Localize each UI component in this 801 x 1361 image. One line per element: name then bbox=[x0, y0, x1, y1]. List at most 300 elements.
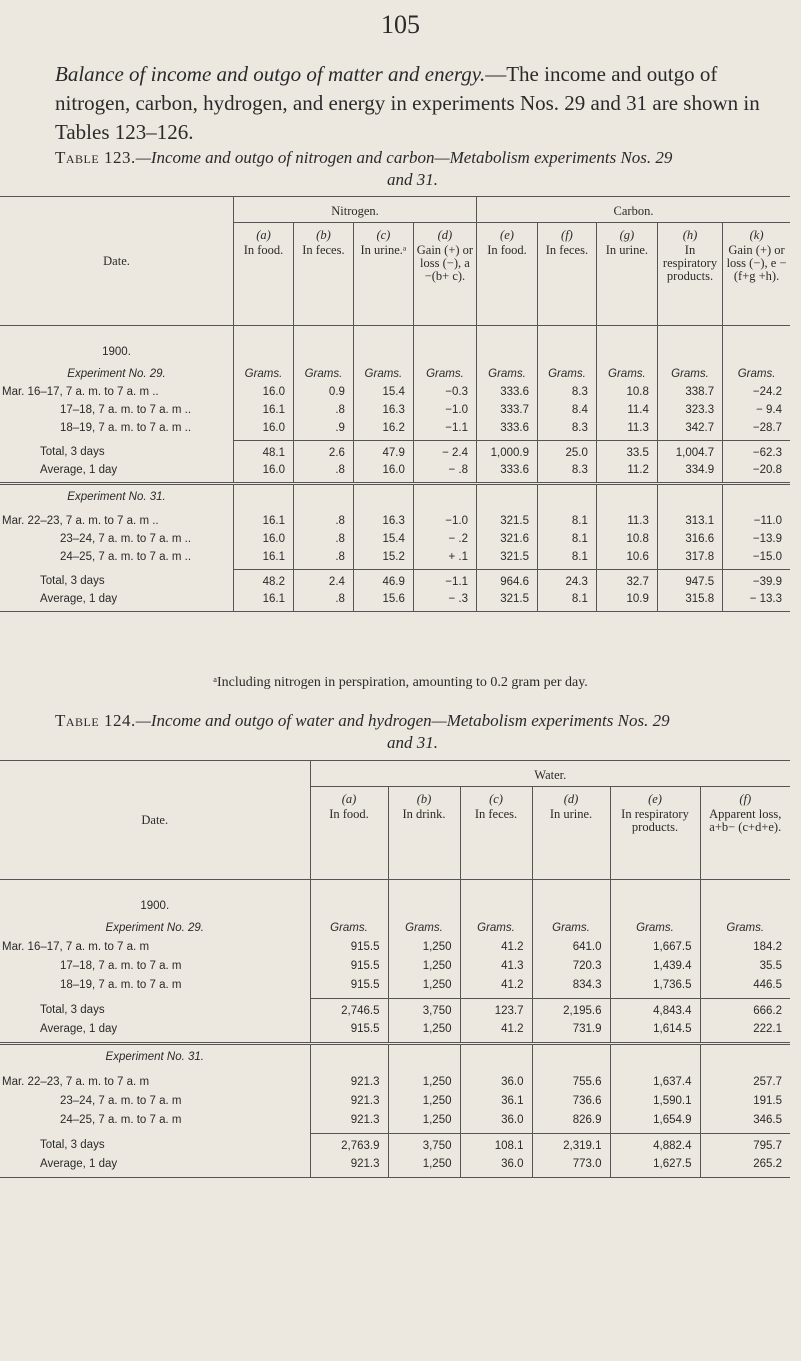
empty-cell bbox=[532, 880, 610, 923]
column-header bbox=[234, 223, 294, 326]
column-header bbox=[460, 787, 532, 880]
column-text: In feces. bbox=[474, 807, 518, 821]
date-header: Date. bbox=[0, 761, 310, 880]
total-cell: 2.6 bbox=[293, 440, 353, 464]
empty-cell bbox=[293, 326, 353, 369]
total-cell: 2,763.9 bbox=[310, 1133, 388, 1158]
empty-cell bbox=[596, 484, 657, 516]
column-letter: (a) bbox=[341, 792, 357, 806]
data-row bbox=[0, 1076, 790, 1095]
data-row bbox=[0, 979, 790, 998]
page-number: 105 bbox=[381, 10, 420, 39]
total-cell: 795.7 bbox=[700, 1133, 790, 1158]
data-cell: 323.3 bbox=[657, 404, 722, 422]
total-cell: 15.6 bbox=[353, 593, 413, 612]
data-cell: 36.0 bbox=[460, 1076, 532, 1095]
column-letter: (f) bbox=[561, 228, 573, 242]
unit-cell: Grams. bbox=[234, 368, 294, 386]
table124-caption bbox=[55, 710, 770, 754]
column-letter: (e) bbox=[500, 228, 514, 242]
data-cell: −13.9 bbox=[723, 533, 790, 551]
data-cell: 15.2 bbox=[353, 551, 413, 569]
empty-cell bbox=[413, 326, 476, 369]
column-letter: (b) bbox=[316, 228, 331, 242]
empty-cell bbox=[460, 1044, 532, 1077]
data-cell: 321.5 bbox=[476, 551, 537, 569]
row-date: Mar. 22–23, 7 a. m. to 7 a. m bbox=[2, 1076, 150, 1088]
total-cell: − .3 bbox=[413, 593, 476, 612]
column-letter: (b) bbox=[416, 792, 432, 806]
data-cell: 446.5 bbox=[700, 979, 790, 998]
data-row bbox=[0, 960, 790, 979]
total-cell: 265.2 bbox=[700, 1158, 790, 1178]
data-cell: 16.1 bbox=[234, 551, 294, 569]
column-letter: (g) bbox=[619, 228, 635, 242]
row-date: 23–24, 7 a. m. to 7 a. m .. bbox=[60, 533, 192, 545]
data-cell: 41.3 bbox=[460, 960, 532, 979]
row-date: 17–18, 7 a. m. to 7 a. m bbox=[60, 960, 182, 972]
column-text: In feces. bbox=[302, 243, 345, 257]
data-cell: 191.5 bbox=[700, 1095, 790, 1114]
column-letter: (h) bbox=[682, 228, 698, 242]
data-cell: 641.0 bbox=[532, 941, 610, 960]
data-cell: 8.1 bbox=[537, 551, 596, 569]
data-cell: 8.3 bbox=[537, 386, 596, 404]
data-cell: 15.4 bbox=[353, 533, 413, 551]
column-header bbox=[413, 223, 476, 326]
data-row bbox=[0, 533, 790, 551]
column-header bbox=[700, 787, 790, 880]
table124-caption-text: —Income and outgo of water and hydrogen—Metabolism experiments Nos. 29 bbox=[135, 711, 670, 730]
total-cell: − .8 bbox=[413, 464, 476, 484]
unit-cell: Grams. bbox=[537, 368, 596, 386]
empty-cell bbox=[723, 326, 790, 369]
column-text: In respiratory products. bbox=[621, 807, 689, 834]
data-cell: + .1 bbox=[413, 551, 476, 569]
data-cell: 834.3 bbox=[532, 979, 610, 998]
column-letter: (k) bbox=[749, 228, 764, 242]
data-cell: 8.3 bbox=[537, 422, 596, 440]
column-text: In urine.ᵃ bbox=[360, 243, 407, 257]
row-date: 24–25, 7 a. m. to 7 a. m bbox=[60, 1114, 182, 1126]
total-cell: 666.2 bbox=[700, 998, 790, 1023]
column-letter: (a) bbox=[256, 228, 271, 242]
column-header bbox=[293, 223, 353, 326]
year-row bbox=[0, 880, 790, 923]
total-cell: 8.3 bbox=[537, 464, 596, 484]
data-cell: 313.1 bbox=[657, 515, 722, 533]
total-cell: 3,750 bbox=[388, 1133, 460, 1158]
data-cell: 16.0 bbox=[234, 533, 294, 551]
data-cell: −15.0 bbox=[723, 551, 790, 569]
unit-cell: Grams. bbox=[596, 368, 657, 386]
row-date: 17–18, 7 a. m. to 7 a. m .. bbox=[60, 404, 192, 416]
table123-caption bbox=[55, 147, 770, 191]
data-cell: 1,654.9 bbox=[610, 1114, 700, 1133]
data-cell: −11.0 bbox=[723, 515, 790, 533]
total-cell: 1,000.9 bbox=[476, 440, 537, 464]
data-cell: 11.4 bbox=[596, 404, 657, 422]
total-cell: 123.7 bbox=[460, 998, 532, 1023]
empty-cell bbox=[388, 1044, 460, 1077]
data-row bbox=[0, 404, 790, 422]
empty-cell bbox=[234, 326, 294, 369]
experiment-label: Experiment No. 31. bbox=[0, 484, 234, 516]
data-cell: 8.4 bbox=[537, 404, 596, 422]
experiment-label: Experiment No. 31. bbox=[0, 1044, 310, 1077]
data-cell: .8 bbox=[293, 404, 353, 422]
data-cell: 16.1 bbox=[234, 404, 294, 422]
data-cell: 921.3 bbox=[310, 1114, 388, 1133]
column-text: Apparent loss, a+b− (c+d+e). bbox=[709, 807, 782, 834]
column-text: In food. bbox=[487, 243, 527, 257]
column-header bbox=[353, 223, 413, 326]
column-letter: (e) bbox=[648, 792, 662, 806]
intro-title: Balance of income and outgo of matter and energy. bbox=[55, 62, 486, 86]
empty-cell bbox=[476, 326, 537, 369]
data-cell: 0.9 bbox=[293, 386, 353, 404]
year-row bbox=[0, 326, 790, 369]
total-cell: 11.2 bbox=[596, 464, 657, 484]
data-cell: 333.7 bbox=[476, 404, 537, 422]
data-cell: 1,250 bbox=[388, 1076, 460, 1095]
data-cell: 36.0 bbox=[460, 1114, 532, 1133]
table123-caption-cont: and 31. bbox=[387, 170, 438, 189]
data-cell: 1,439.4 bbox=[610, 960, 700, 979]
intro-paragraph bbox=[55, 60, 775, 147]
data-row bbox=[0, 551, 790, 569]
unit-cell: Grams. bbox=[700, 922, 790, 941]
data-cell: 16.3 bbox=[353, 515, 413, 533]
data-cell: 736.6 bbox=[532, 1095, 610, 1114]
unit-row bbox=[0, 922, 790, 941]
unit-cell: Grams. bbox=[353, 368, 413, 386]
table123-caption-text: —Income and outgo of nitrogen and carbon—Metabolism experiments Nos. 29 bbox=[135, 148, 673, 167]
column-header bbox=[388, 787, 460, 880]
data-cell: 1,736.5 bbox=[610, 979, 700, 998]
row-date: 18–19, 7 a. m. to 7 a. m bbox=[60, 979, 182, 991]
total-label: Total, 3 days bbox=[40, 1004, 105, 1016]
total-cell: 8.1 bbox=[537, 593, 596, 612]
unit-cell: Grams. bbox=[610, 922, 700, 941]
data-cell: 1,250 bbox=[388, 979, 460, 998]
empty-cell bbox=[310, 1044, 388, 1077]
row-date: 23–24, 7 a. m. to 7 a. m bbox=[60, 1095, 182, 1107]
column-text: In food. bbox=[243, 243, 284, 257]
table124-label: Table 124. bbox=[55, 711, 136, 730]
data-cell: 16.1 bbox=[234, 515, 294, 533]
data-cell: 338.7 bbox=[657, 386, 722, 404]
total-cell: −39.9 bbox=[723, 569, 790, 593]
empty-cell bbox=[353, 484, 413, 516]
total-cell: 315.8 bbox=[657, 593, 722, 612]
group-header: Water. bbox=[310, 761, 790, 787]
data-cell: 184.2 bbox=[700, 941, 790, 960]
total-cell: 334.9 bbox=[657, 464, 722, 484]
date-header: Date. bbox=[0, 197, 234, 326]
total-label: Total, 3 days bbox=[40, 575, 105, 587]
data-cell: −1.0 bbox=[413, 404, 476, 422]
data-cell: 10.6 bbox=[596, 551, 657, 569]
group-header-row bbox=[0, 761, 790, 787]
data-cell: − 9.4 bbox=[723, 404, 790, 422]
table-124 bbox=[0, 760, 790, 1178]
data-cell: 1,590.1 bbox=[610, 1095, 700, 1114]
row-date: Mar. 16–17, 7 a. m. to 7 a. m bbox=[2, 941, 150, 953]
data-cell: 1,667.5 bbox=[610, 941, 700, 960]
total-cell: 48.2 bbox=[234, 569, 294, 593]
data-cell: 316.6 bbox=[657, 533, 722, 551]
data-cell: 915.5 bbox=[310, 941, 388, 960]
experiment-label: Experiment No. 29. bbox=[67, 368, 166, 380]
row-date: 18–19, 7 a. m. to 7 a. m .. bbox=[60, 422, 192, 434]
data-row bbox=[0, 515, 790, 533]
empty-cell bbox=[657, 326, 722, 369]
column-text: Gain (+) or loss (−), e −(f+g +h). bbox=[726, 243, 787, 283]
data-cell: 921.3 bbox=[310, 1095, 388, 1114]
unit-cell: Grams. bbox=[723, 368, 790, 386]
data-cell: 1,250 bbox=[388, 1095, 460, 1114]
total-cell: 10.9 bbox=[596, 593, 657, 612]
data-cell: 257.7 bbox=[700, 1076, 790, 1095]
column-header bbox=[657, 223, 722, 326]
total-cell: .8 bbox=[293, 593, 353, 612]
total-cell: −62.3 bbox=[723, 440, 790, 464]
total-cell: −20.8 bbox=[723, 464, 790, 484]
total-cell: 773.0 bbox=[532, 1158, 610, 1178]
total-cell: 3,750 bbox=[388, 998, 460, 1023]
data-cell: 321.5 bbox=[476, 515, 537, 533]
total-row bbox=[0, 998, 790, 1023]
total-cell: 2,319.1 bbox=[532, 1133, 610, 1158]
data-row bbox=[0, 941, 790, 960]
column-letter: (c) bbox=[489, 792, 503, 806]
total-row bbox=[0, 1158, 790, 1178]
unit-cell: Grams. bbox=[413, 368, 476, 386]
data-cell: 8.1 bbox=[537, 533, 596, 551]
data-cell: −24.2 bbox=[723, 386, 790, 404]
total-cell: 32.7 bbox=[596, 569, 657, 593]
total-cell: 4,843.4 bbox=[610, 998, 700, 1023]
table123-label: Table 123. bbox=[55, 148, 136, 167]
data-cell: −0.3 bbox=[413, 386, 476, 404]
data-cell: 921.3 bbox=[310, 1076, 388, 1095]
empty-cell bbox=[460, 880, 532, 923]
column-header bbox=[596, 223, 657, 326]
total-label: Average, 1 day bbox=[0, 593, 234, 612]
column-header bbox=[310, 787, 388, 880]
total-label: Total, 3 days bbox=[40, 1139, 105, 1151]
total-cell: 921.3 bbox=[310, 1158, 388, 1178]
total-cell: 1,250 bbox=[388, 1023, 460, 1044]
empty-cell bbox=[537, 484, 596, 516]
data-cell: −28.7 bbox=[723, 422, 790, 440]
empty-cell bbox=[723, 484, 790, 516]
column-header bbox=[532, 787, 610, 880]
year-row-label: 1900. bbox=[102, 346, 131, 358]
data-cell: 16.3 bbox=[353, 404, 413, 422]
total-cell: 16.1 bbox=[234, 593, 294, 612]
empty-cell bbox=[537, 326, 596, 369]
unit-cell: Grams. bbox=[388, 922, 460, 941]
empty-cell bbox=[310, 880, 388, 923]
total-cell: 2,195.6 bbox=[532, 998, 610, 1023]
total-cell: 47.9 bbox=[353, 440, 413, 464]
data-cell: 720.3 bbox=[532, 960, 610, 979]
data-cell: .8 bbox=[293, 551, 353, 569]
empty-cell bbox=[388, 880, 460, 923]
column-text: Gain (+) or loss (−), a −(b+ c). bbox=[416, 243, 474, 283]
total-label: Average, 1 day bbox=[40, 464, 118, 476]
data-cell: 35.5 bbox=[700, 960, 790, 979]
data-cell: 16.0 bbox=[234, 386, 294, 404]
total-cell: 33.5 bbox=[596, 440, 657, 464]
total-cell: 48.1 bbox=[234, 440, 294, 464]
data-row bbox=[0, 1095, 790, 1114]
empty-cell bbox=[700, 880, 790, 923]
data-cell: 10.8 bbox=[596, 533, 657, 551]
data-cell: 1,250 bbox=[388, 960, 460, 979]
total-row bbox=[0, 1023, 790, 1044]
column-text: In food. bbox=[329, 807, 369, 821]
total-cell: 321.5 bbox=[476, 593, 537, 612]
column-text: In respiratory products. bbox=[662, 243, 718, 283]
column-letter: (d) bbox=[437, 228, 453, 242]
empty-cell bbox=[657, 484, 722, 516]
unit-cell: Grams. bbox=[657, 368, 722, 386]
column-header bbox=[723, 223, 790, 326]
intro-text: —The income and outgo of nitrogen, carbon, hydrogen, and energy in experiments Nos. 29 and 31 are shown in Tables 123–126. bbox=[55, 62, 760, 144]
unit-cell: Grams. bbox=[460, 922, 532, 941]
total-cell: 1,004.7 bbox=[657, 440, 722, 464]
total-row bbox=[0, 440, 790, 464]
empty-cell bbox=[596, 326, 657, 369]
column-letter: (f) bbox=[739, 792, 752, 806]
unit-cell: Grams. bbox=[293, 368, 353, 386]
data-cell: 915.5 bbox=[310, 960, 388, 979]
data-cell: 826.9 bbox=[532, 1114, 610, 1133]
total-row bbox=[0, 593, 790, 612]
data-cell: 1,637.4 bbox=[610, 1076, 700, 1095]
data-cell: 342.7 bbox=[657, 422, 722, 440]
total-row bbox=[0, 1133, 790, 1158]
row-date: 24–25, 7 a. m. to 7 a. m .. bbox=[60, 551, 192, 563]
column-header bbox=[537, 223, 596, 326]
total-row bbox=[0, 464, 790, 484]
data-cell: .9 bbox=[293, 422, 353, 440]
total-cell: 2,746.5 bbox=[310, 998, 388, 1023]
experiment-31-row bbox=[0, 484, 790, 516]
column-header bbox=[610, 787, 700, 880]
column-text: In drink. bbox=[402, 807, 446, 821]
data-cell: 915.5 bbox=[310, 979, 388, 998]
data-cell: 15.4 bbox=[353, 386, 413, 404]
data-cell: 333.6 bbox=[476, 386, 537, 404]
total-cell: 1,614.5 bbox=[610, 1023, 700, 1044]
empty-cell bbox=[413, 484, 476, 516]
experiment-31-row bbox=[0, 1044, 790, 1077]
total-cell: 16.0 bbox=[353, 464, 413, 484]
data-cell: 11.3 bbox=[596, 515, 657, 533]
empty-cell bbox=[476, 484, 537, 516]
column-letter: (c) bbox=[376, 228, 391, 242]
empty-cell bbox=[610, 880, 700, 923]
total-cell: 915.5 bbox=[310, 1023, 388, 1044]
total-cell: 222.1 bbox=[700, 1023, 790, 1044]
data-cell: 755.6 bbox=[532, 1076, 610, 1095]
data-cell: .8 bbox=[293, 515, 353, 533]
unit-cell: Grams. bbox=[476, 368, 537, 386]
row-date: Mar. 16–17, 7 a. m. to 7 a. m .. bbox=[2, 386, 159, 398]
data-cell: 1,250 bbox=[388, 1114, 460, 1133]
total-cell: − 13.3 bbox=[723, 593, 790, 612]
total-cell: 36.0 bbox=[460, 1158, 532, 1178]
table-123 bbox=[0, 196, 790, 612]
total-cell: 964.6 bbox=[476, 569, 537, 593]
total-cell: 731.9 bbox=[532, 1023, 610, 1044]
total-cell: 25.0 bbox=[537, 440, 596, 464]
data-cell: 41.2 bbox=[460, 941, 532, 960]
data-cell: 11.3 bbox=[596, 422, 657, 440]
total-cell: 2.4 bbox=[293, 569, 353, 593]
data-cell: 16.2 bbox=[353, 422, 413, 440]
data-cell: −1.0 bbox=[413, 515, 476, 533]
year-row-label: 1900. bbox=[140, 900, 170, 912]
data-cell: −1.1 bbox=[413, 422, 476, 440]
table123-footnote: ᵃIncluding nitrogen in perspiration, amounting to 0.2 gram per day. bbox=[213, 675, 588, 690]
unit-cell: Grams. bbox=[310, 922, 388, 941]
data-row bbox=[0, 386, 790, 404]
empty-cell bbox=[610, 1044, 700, 1077]
column-header bbox=[476, 223, 537, 326]
data-cell: 346.5 bbox=[700, 1114, 790, 1133]
total-cell: 16.0 bbox=[234, 464, 294, 484]
column-text: In feces. bbox=[545, 243, 589, 257]
data-cell: 321.6 bbox=[476, 533, 537, 551]
group-header: Carbon. bbox=[476, 197, 790, 223]
total-cell: 1,627.5 bbox=[610, 1158, 700, 1178]
table124-caption-cont: and 31. bbox=[387, 733, 438, 752]
empty-cell bbox=[353, 326, 413, 369]
total-cell: 46.9 bbox=[353, 569, 413, 593]
data-cell: 41.2 bbox=[460, 979, 532, 998]
unit-cell: Grams. bbox=[532, 922, 610, 941]
data-cell: .8 bbox=[293, 533, 353, 551]
total-cell: − 2.4 bbox=[413, 440, 476, 464]
column-text: In urine. bbox=[549, 807, 593, 821]
total-label: Average, 1 day bbox=[0, 1158, 310, 1178]
data-cell: − .2 bbox=[413, 533, 476, 551]
total-cell: 24.3 bbox=[537, 569, 596, 593]
group-header-row bbox=[0, 197, 790, 223]
total-cell: 947.5 bbox=[657, 569, 722, 593]
data-cell: 317.8 bbox=[657, 551, 722, 569]
total-row bbox=[0, 569, 790, 593]
empty-cell bbox=[532, 1044, 610, 1077]
empty-cell bbox=[293, 484, 353, 516]
data-cell: 10.8 bbox=[596, 386, 657, 404]
row-date: Mar. 22–23, 7 a. m. to 7 a. m .. bbox=[2, 515, 159, 527]
empty-cell bbox=[234, 484, 294, 516]
group-header: Nitrogen. bbox=[234, 197, 477, 223]
total-cell: 1,250 bbox=[388, 1158, 460, 1178]
column-letter: (d) bbox=[563, 792, 579, 806]
total-cell: −1.1 bbox=[413, 569, 476, 593]
data-cell: 16.0 bbox=[234, 422, 294, 440]
data-row bbox=[0, 422, 790, 440]
data-cell: 36.1 bbox=[460, 1095, 532, 1114]
unit-row bbox=[0, 368, 790, 386]
